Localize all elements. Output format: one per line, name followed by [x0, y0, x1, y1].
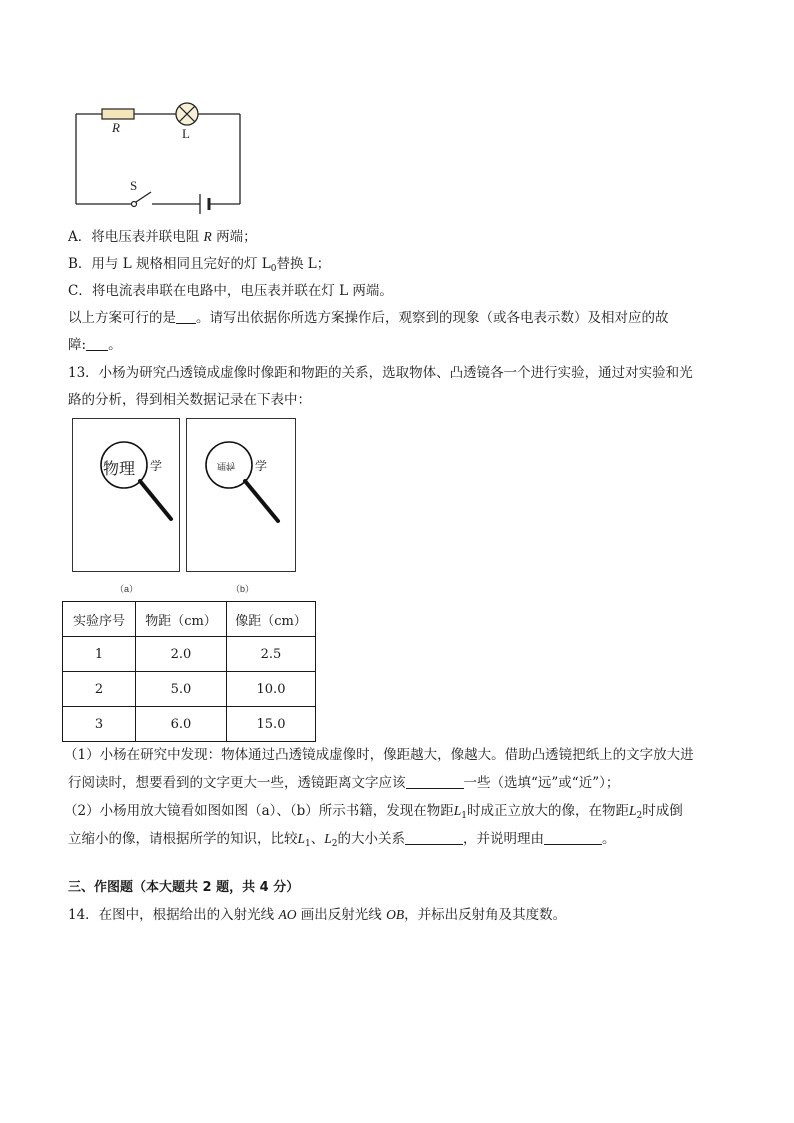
- q12-fault-text: 障:: [68, 337, 87, 353]
- q13-part2-end: 。: [602, 831, 616, 847]
- figure-a-lens-text: 物理: [103, 459, 136, 478]
- magnifier-handle-icon: [140, 481, 171, 519]
- q12-feasible-line2: [68, 336, 122, 354]
- option-a: [68, 228, 257, 246]
- switch-symbol: [132, 202, 137, 207]
- answer-blank[interactable]: [544, 830, 602, 845]
- q13-part2-line1: [64, 802, 683, 825]
- q13-part1-line2: [68, 774, 619, 792]
- lamp-symbol: [176, 103, 198, 125]
- table-row: [63, 637, 316, 672]
- figure-b-caption: （b）: [231, 584, 255, 594]
- magnifier-handle-icon: [245, 481, 278, 521]
- q14-line: [68, 906, 566, 924]
- figure-b-lens-text: 理物: [217, 460, 236, 470]
- q13-part2-line2: [68, 830, 616, 853]
- table-cell: 5.0: [136, 672, 227, 707]
- answer-blank[interactable]: [86, 336, 108, 351]
- option-a-suffix: 两端；: [216, 229, 257, 245]
- table-cell: 6.0: [136, 707, 227, 742]
- table-cell: 2.0: [136, 637, 227, 672]
- figure-b: [186, 418, 296, 572]
- circuit-diagram: [70, 96, 250, 218]
- q13-part2-text-b: 时成正立放大的像，在物距: [467, 803, 630, 819]
- option-a-text: A．将电压表并联电阻: [68, 229, 200, 245]
- resistor-label: R: [112, 120, 120, 135]
- table-header-row: [63, 602, 316, 637]
- figure-b-outside-text: 学: [255, 459, 268, 473]
- battery-symbol: [200, 194, 209, 214]
- option-b-sub: 0: [270, 264, 277, 274]
- answer-blank[interactable]: [405, 830, 463, 845]
- option-b-text: B．用与 L 规格相同且完好的灯 L: [68, 256, 271, 272]
- q13-stem-line1: 13．小杨为研究凸透镜成虚像时像距和物距的关系，选取物体、凸透镜各一个进行实验，通过对实验和光: [68, 365, 693, 381]
- table-cell: 15.0: [227, 707, 316, 742]
- figure-a: [72, 418, 180, 572]
- table-row: [63, 707, 316, 742]
- var-l2-sub: 2: [331, 839, 338, 849]
- ray-ao: AO: [278, 907, 297, 922]
- q13-part2-relation-text: 的大小关系: [337, 831, 405, 847]
- q14-text: 14．在图中，根据给出的入射光线: [68, 907, 275, 923]
- resistor-symbol: [102, 109, 134, 119]
- figure-a-outside-text: 学: [150, 459, 163, 473]
- q12-feasible-text: 以上方案可行的是: [68, 310, 176, 326]
- lamp-label: L: [182, 126, 190, 141]
- option-b-suffix: 替换 L；: [276, 256, 331, 272]
- q13-part1-text: 行阅读时，想要看到的文字更大一些，透镜距离文字应该: [68, 775, 406, 791]
- q13-part1-line1: （1）小杨在研究中发现：物体通过凸透镜成虚像时，像距越大，像越大。借助凸透镜把纸上的文字放大进: [64, 747, 694, 763]
- var-l2: L: [324, 831, 332, 846]
- table-row: [63, 672, 316, 707]
- q13-part2-reason-text: ，并说明理由: [463, 831, 544, 847]
- table-header-cell: 物距（cm）: [136, 602, 227, 637]
- q12-fault-end: 。: [108, 337, 122, 353]
- var-l2-sub: 2: [636, 811, 643, 821]
- var-l1: L: [453, 803, 462, 818]
- table-header-cell: 像距（cm）: [227, 602, 316, 637]
- ray-ob: OB: [386, 907, 405, 922]
- switch-label: S: [130, 178, 138, 193]
- q14-text-b: 画出反射光线: [300, 907, 382, 923]
- q14-text-c: ，并标出反射角及其度数。: [404, 907, 567, 923]
- answer-blank[interactable]: [406, 774, 464, 789]
- var-l2: L: [629, 803, 637, 818]
- answer-blank[interactable]: [176, 309, 196, 324]
- q13-stem-line2: 路的分析，得到相关数据记录在下表中：: [68, 392, 311, 408]
- option-b: [68, 255, 330, 278]
- var-l1-sub: 1: [305, 839, 311, 849]
- table-header-cell: 实验序号: [63, 602, 136, 637]
- var-l1: L: [297, 831, 306, 846]
- q13-part1-hint: 一些（选填“远”或“近”）；: [463, 775, 620, 791]
- option-c: C．将电流表串联在电路中，电压表并联在灯 L 两端。: [68, 283, 393, 299]
- table-cell: 2.5: [227, 637, 316, 672]
- experiment-table: [62, 601, 316, 742]
- table-cell: 3: [63, 707, 136, 742]
- separator: 、: [310, 831, 325, 847]
- q12-feasible-line1: [68, 309, 669, 327]
- figure-a-caption: （a）: [115, 584, 139, 594]
- q13-part2-text: （2）小杨用放大镜看如图如图（a）、（b）所示书籍，发现在物距: [64, 803, 454, 819]
- q13-part2-text-c: 时成倒: [642, 803, 683, 819]
- section-3-heading: 三、作图题（本大题共 2 题，共 4 分）: [68, 880, 300, 895]
- q13-part2-compare-text: 立缩小的像，请根据所学的知识，比较: [68, 831, 298, 847]
- table-cell: 10.0: [227, 672, 316, 707]
- table-cell: 1: [63, 637, 136, 672]
- q12-feasible-rest: 。请写出依据你所选方案操作后，观察到的现象（或各电表示数）及相对应的故: [196, 310, 669, 326]
- var-l1-sub: 1: [461, 811, 468, 821]
- option-a-var: R: [203, 229, 212, 244]
- table-cell: 2: [63, 672, 136, 707]
